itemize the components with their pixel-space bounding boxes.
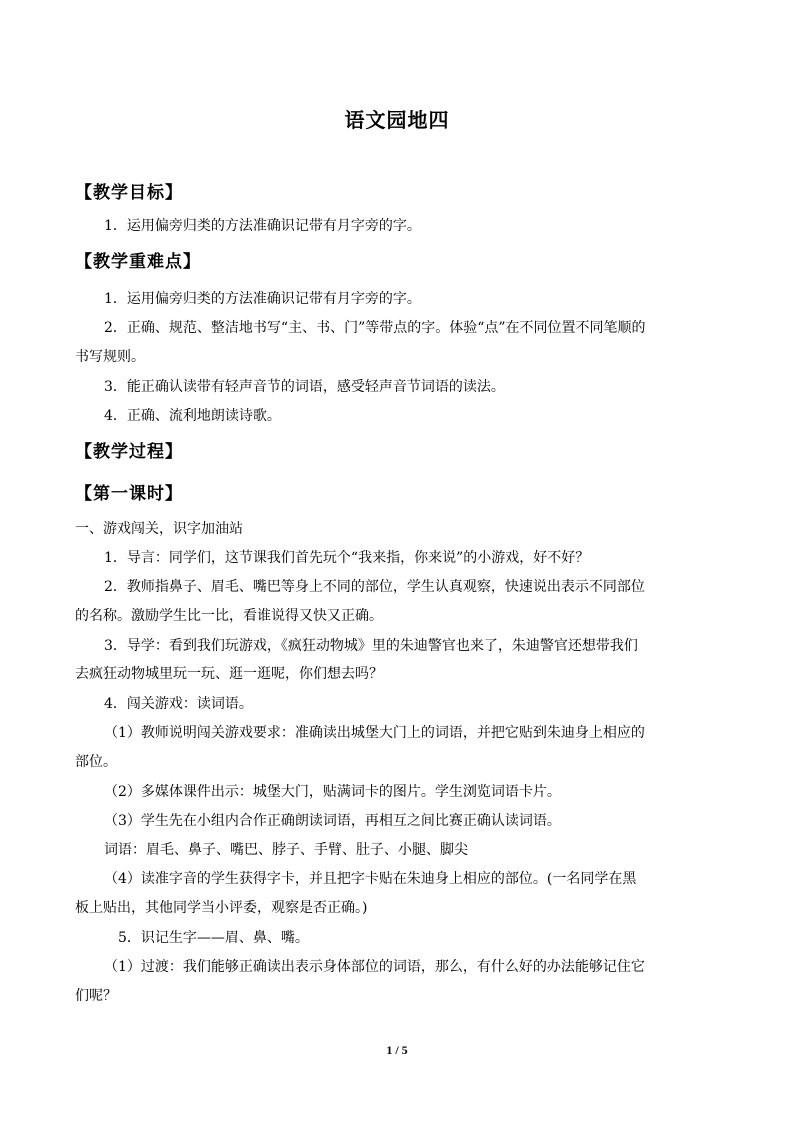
goal-item-1: 1．运用偏旁归类的方法准确识记带有月字旁的字。 [104, 218, 421, 234]
step-3: （3）学生先在小组内合作正确朗读词语，再相互之间比赛正确认读词语。 [104, 813, 561, 829]
sub-step-1-line-1: （1）过渡：我们能够正确读出表示身体部位的词语，那么，有什么好的办法能够记住它 [104, 959, 645, 975]
paragraph-4: 4．闯关游戏：读词语。 [104, 696, 253, 712]
focus-item-4: 4．正确、流利地朗读诗歌。 [104, 408, 281, 424]
paragraph-2-line-2: 的名称。激励学生比一比，看谁说得又快又正确。 [75, 608, 383, 624]
sub-step-1-line-2: 们呢？ [75, 988, 117, 1004]
step-4-line-1: （4）读准字音的学生获得字卡，并且把字卡贴在朱迪身上相应的部位。(一名同学在黑 [104, 871, 637, 887]
section-heading-lesson: 【第一课时】 [75, 484, 183, 504]
part-heading-1: 一、游戏闯关，识字加油站 [75, 521, 243, 537]
step-1-line-2: 部位。 [75, 754, 117, 770]
focus-item-2-line-2: 书写规则。 [75, 349, 145, 365]
step-1-line-1: （1）教师说明闯关游戏要求：准确读出城堡大门上的词语，并把它贴到朱迪身上相应的 [104, 725, 645, 741]
section-heading-focus: 【教学重难点】 [75, 252, 201, 272]
paragraph-3-line-1: 3．导学：看到我们玩游戏，《疯狂动物城》里的朱迪警官也来了，朱迪警官还想带我们 [104, 638, 638, 654]
section-heading-process: 【教学过程】 [75, 442, 183, 462]
focus-item-1: 1．运用偏旁归类的方法准确识记带有月字旁的字。 [104, 291, 421, 307]
section-heading-goals: 【教学目标】 [75, 183, 183, 203]
document-title: 语文园地四 [344, 108, 450, 132]
paragraph-3-line-2: 去疯狂动物城里玩一玩、逛一逛呢，你们想去吗？ [75, 666, 383, 682]
focus-item-3: 3．能正确认读带有轻声音节的词语，感受轻声音节词语的读法。 [104, 379, 505, 395]
paragraph-2-line-1: 2．教师指鼻子、眉毛、嘴巴等身上不同的部位，学生认真观察，快速说出表示不同部位 [104, 579, 645, 595]
page-number: 1 / 5 [386, 1043, 408, 1057]
word-list: 词语：眉毛、鼻子、嘴巴、脖子、手臂、肚子、小腿、脚尖 [104, 842, 468, 858]
focus-item-2-line-1: 2．正确、规范、整洁地书写“主、书、门”等带点的字。体验“点”在不同位置不同笔顺的 [104, 320, 646, 336]
paragraph-5: 5．识记生字——眉、鼻、嘴。 [118, 930, 309, 946]
step-2: （2）多媒体课件出示：城堡大门，贴满词卡的图片。学生浏览词语卡片。 [104, 784, 561, 800]
paragraph-1: 1．导言：同学们，这节课我们首先玩个“我来指，你来说”的小游戏，好不好？ [104, 550, 590, 566]
step-4-line-2: 板上贴出，其他同学当小评委，观察是否正确。) [75, 900, 368, 916]
